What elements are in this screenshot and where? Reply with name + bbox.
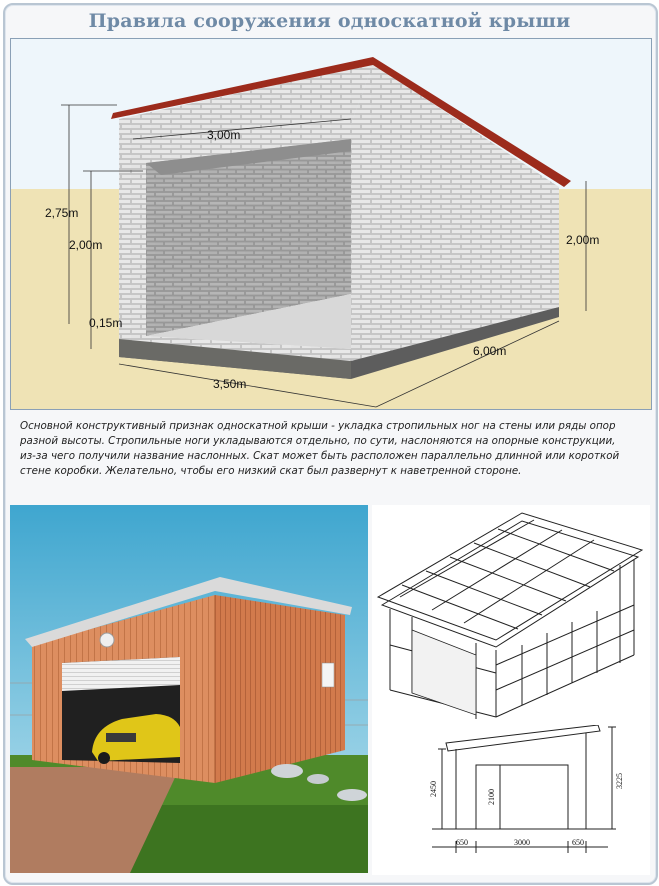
steel-frame-drawing [372, 505, 650, 725]
garage-photo [10, 505, 368, 873]
page-title: Правила сооружения односкатной крыши [88, 10, 571, 32]
elevation-lines [432, 725, 616, 853]
elevation-w-left: 650 [456, 838, 468, 847]
brick-garage-diagram [10, 38, 652, 410]
wall-lamp [100, 633, 114, 647]
photo-side-wall [215, 595, 345, 783]
garage-photo-svg [10, 505, 368, 873]
stone [307, 774, 329, 784]
frame-svg [372, 505, 650, 725]
elevation-h-door: 2100 [487, 789, 496, 805]
stone [337, 789, 367, 801]
frame-door-opening [412, 630, 476, 715]
dim-base: 0,15m [89, 316, 123, 330]
elevation-w-right: 650 [572, 838, 584, 847]
dim-length: 6,00m [473, 344, 507, 358]
dim-height-back: 2,75m [45, 206, 79, 220]
garage-diagram-svg [11, 39, 651, 409]
dim-height-front: 2,00m [69, 238, 103, 252]
dim-height-right: 2,00m [566, 233, 600, 247]
elevation-svg [372, 725, 650, 875]
stone [271, 764, 303, 778]
elevation-h-right: 3225 [615, 773, 624, 789]
elevation-w-door: 3000 [514, 838, 530, 847]
dim-width-top: 3,00m [207, 128, 241, 142]
elevation-h-left: 2450 [429, 781, 438, 797]
side-window [322, 663, 334, 687]
elevation-drawing [372, 725, 650, 875]
caption-text: Основной конструктивный признак односкатной крыши - укладка стропильных ног на стены или ряды опор разной высоты. Стропильные ноги укладываются отдельно, по сути, наслоняются на опорные конструкции, из-за чего получили название наслонных. Скат может быть расположен параллельно длинной или короткой стене коробки. Желательно, чтобы его низкий скат был развернут к наветренной стороне. [20, 420, 620, 477]
dim-width-bottom: 3,50m [213, 377, 247, 391]
